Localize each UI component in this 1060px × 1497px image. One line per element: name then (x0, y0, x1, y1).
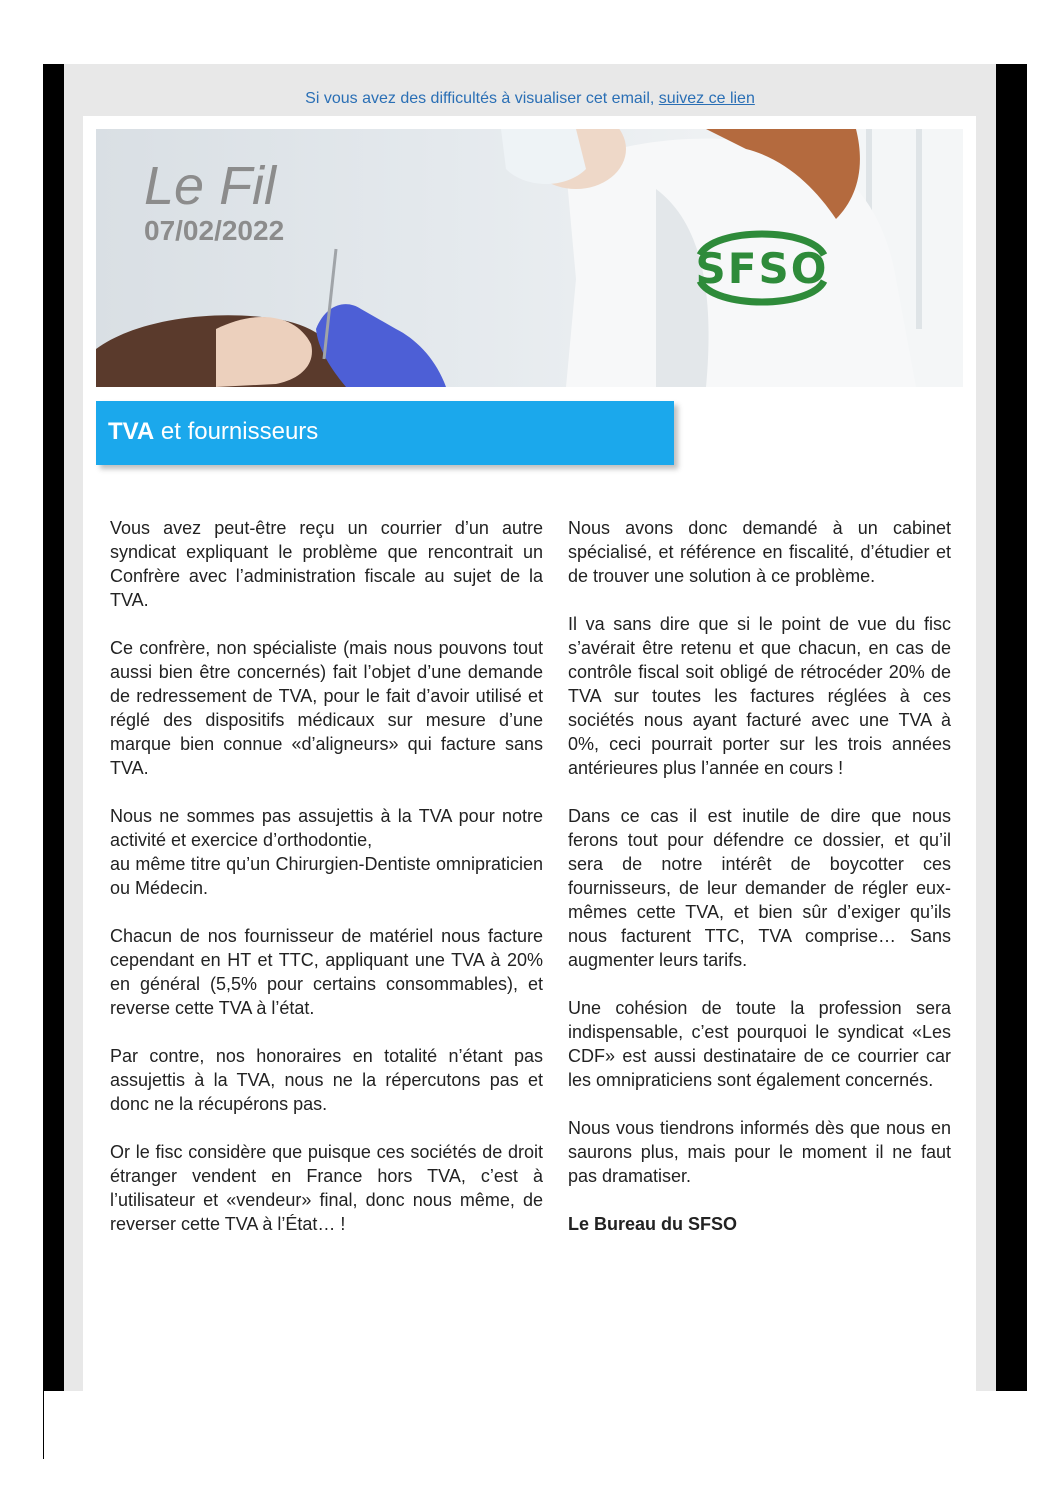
signature: Le Bureau du SFSO (568, 1214, 738, 1234)
paragraph: Ce confrère, non spécialiste (mais nous pouvons tout aussi bien être concernés) fait l’objet d’une demande de redressement de TVA, pour le fait d’avoir utilisé et réglé des dispositifs médicaux sur mesure d’une marque bien connue «d’aligneurs» qui facture sans TVA. (110, 638, 543, 778)
newsletter-title: Le Fil (144, 156, 277, 216)
section-banner (96, 401, 674, 465)
email-frame (64, 64, 996, 1391)
section-title-bold: TVA (108, 418, 155, 445)
article-column-right (568, 516, 951, 1260)
left-black-bar (43, 64, 64, 1391)
paragraph: Nous ne sommes pas assujettis à la TVA pour notre activité et exercice d’orthodontie, (110, 806, 543, 850)
view-online-link[interactable]: suivez ce lien (658, 90, 755, 107)
hero-image (96, 129, 963, 387)
paragraph: Dans ce cas il est inutile de dire que nous ferons tout pour défendre ce dossier, et qu’il sera de notre intérêt de boycotter ces fournisseurs, de leur demander de régler eux-mêmes cette TVA, et bien sûr d’exiger qu’ils nous facturent TTC, TVA comprise… Sans augmenter leurs tarifs. (568, 806, 951, 970)
sfso-logo (694, 215, 830, 326)
paragraph: Or le fisc considère que puisque ces sociétés de droit étranger vendent en France hors TVA, c’est à l’utilisateur et «vendeur» final, donc nous même, de reverser cette TVA à l’État… ! (110, 1142, 543, 1234)
article-column-left (110, 516, 543, 1260)
paragraph: Chacun de nos fournisseur de matériel nous facture cependant en HT et TTC, appliquant une TVA à 20% en général (5,5% pour certains consommables), et reverse cette TVA à l’état. (110, 926, 543, 1018)
paragraph: Par contre, nos honoraires en totalité n’étant pas assujettis à la TVA, nous ne la répercutons pas et donc ne la récupérons pas. (110, 1046, 543, 1114)
svg-text:SFSO: SFSO (695, 244, 829, 293)
paragraph: au même titre qu’un Chirurgien-Dentiste omnipraticien ou Médecin. (110, 854, 543, 898)
left-border-line (43, 1391, 44, 1459)
paragraph: Vous avez peut-être reçu un courrier d’un autre syndicat expliquant le problème que rencontrait un Confrère avec l’administration fiscale au sujet de la TVA. (110, 518, 543, 610)
email-card (83, 116, 976, 1391)
section-title-rest: et fournisseurs (154, 418, 319, 445)
section-title (108, 418, 318, 446)
paragraph: Nous vous tiendrons informés dès que nous en saurons plus, mais pour le moment il ne faut pas dramatiser. (568, 1118, 951, 1186)
paragraph: Une cohésion de toute la profession sera indispensable, c’est pourquoi le syndicat «Les CDF» est aussi destinataire de ce courrier car les omnipraticiens sont également concernés. (568, 998, 951, 1090)
right-black-bar (996, 64, 1027, 1391)
paragraph: Nous avons donc demandé à un cabinet spécialisé, et référence en fiscalité, d’étudier et de trouver une solution à ce problème. (568, 518, 951, 586)
view-online-text: Si vous avez des difficultés à visualiser cet email, (305, 90, 659, 107)
paragraph: Il va sans dire que si le point de vue du fisc s’avérait être retenu et que chacun, en cas de contrôle fiscal soit obligé de rétrocéder 20% de TVA sur toutes les factures réglées à ces sociétés nous ayant facturé avec une TVA à 0%, ceci pourrait porter sur les trois années antérieures plus l’année en cours ! (568, 614, 951, 778)
newsletter-date: 07/02/2022 (144, 215, 285, 246)
view-online-notice (64, 90, 996, 108)
